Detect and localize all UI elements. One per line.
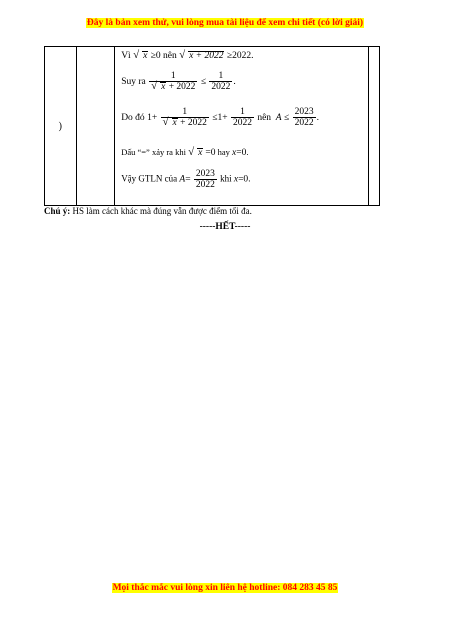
note-text: HS làm cách khác mà đúng vẫn được điểm tối đa. <box>70 206 252 216</box>
line4-word: hay <box>217 147 230 157</box>
top-banner-text: Đây là bản xem thử, vui lòng mua tài liệu để xem chi tiết (có lời giải) <box>86 18 364 28</box>
line2-prefix: Suy ra <box>121 77 146 88</box>
solution-table <box>44 46 380 206</box>
fraction-gtln: $\frac{2023}{2022}$ <box>195 169 215 190</box>
solution-line-1 <box>121 51 253 62</box>
line1-word: nên <box>163 51 177 61</box>
line4-text: Dấu “=” xảy ra khi <box>121 147 186 157</box>
fraction-1: 1 √ x + 2022 <box>161 107 209 129</box>
solution-line-3: Do đó 1+ 1 √ x + 2022 ≤1+ $\frac{1}{2022}$ nên A ≤ $\frac{2023}{2022}$ . <box>121 107 319 129</box>
solution-line-4: Dấu “=” xảy ra khi √ x =0 hay x=0. <box>121 147 248 159</box>
top-banner <box>0 12 450 30</box>
solution-line-5: Vậy GTLN của A= $\frac{2023}{2022}$ khi x=0. <box>121 169 251 190</box>
le-sign: ≤ <box>200 77 207 88</box>
ge-zero: ≥0 <box>150 51 161 61</box>
line5-word: khi <box>220 173 232 184</box>
bottom-banner <box>0 577 450 595</box>
table-row <box>45 47 380 206</box>
line3-word: nên <box>257 113 272 124</box>
sqrt-x-2: √ x <box>188 148 203 159</box>
solution-cell <box>115 47 369 206</box>
fraction-rhs: $\frac{1}{2022}$ <box>211 71 231 93</box>
line3-prefix: Do đó <box>121 113 145 124</box>
row-label-cell <box>45 47 77 206</box>
sqrt-x: √ x <box>133 51 148 62</box>
var-A: A <box>275 113 282 124</box>
end-mark: -----HẾT----- <box>199 222 251 232</box>
fraction-lhs: 1 √ x + 2022 <box>149 71 197 93</box>
line1-prefix: Vì <box>121 51 131 61</box>
fraction-2: $\frac{1}{2022}$ <box>232 107 252 129</box>
sqrt-expr: √ x + 2022 <box>179 51 224 62</box>
note-label: Chú ý: <box>44 206 71 216</box>
solution-line-2: Suy ra 1 √ x + 2022 ≤ $\frac{1}{2022}$ . <box>121 71 236 93</box>
line5-text: Vậy GTLN của <box>121 173 178 184</box>
note <box>44 206 252 216</box>
bottom-banner-text: Mọi thắc mắc vui lòng xin liên hệ hotline: 084 283 45 85 <box>112 583 338 593</box>
empty-cell <box>76 47 115 206</box>
fraction-3: $\frac{2023}{2022}$ <box>294 107 314 129</box>
ineq-2022: ≥2022. <box>226 51 254 61</box>
row-label: ) <box>58 120 62 132</box>
empty-cell <box>369 47 380 206</box>
